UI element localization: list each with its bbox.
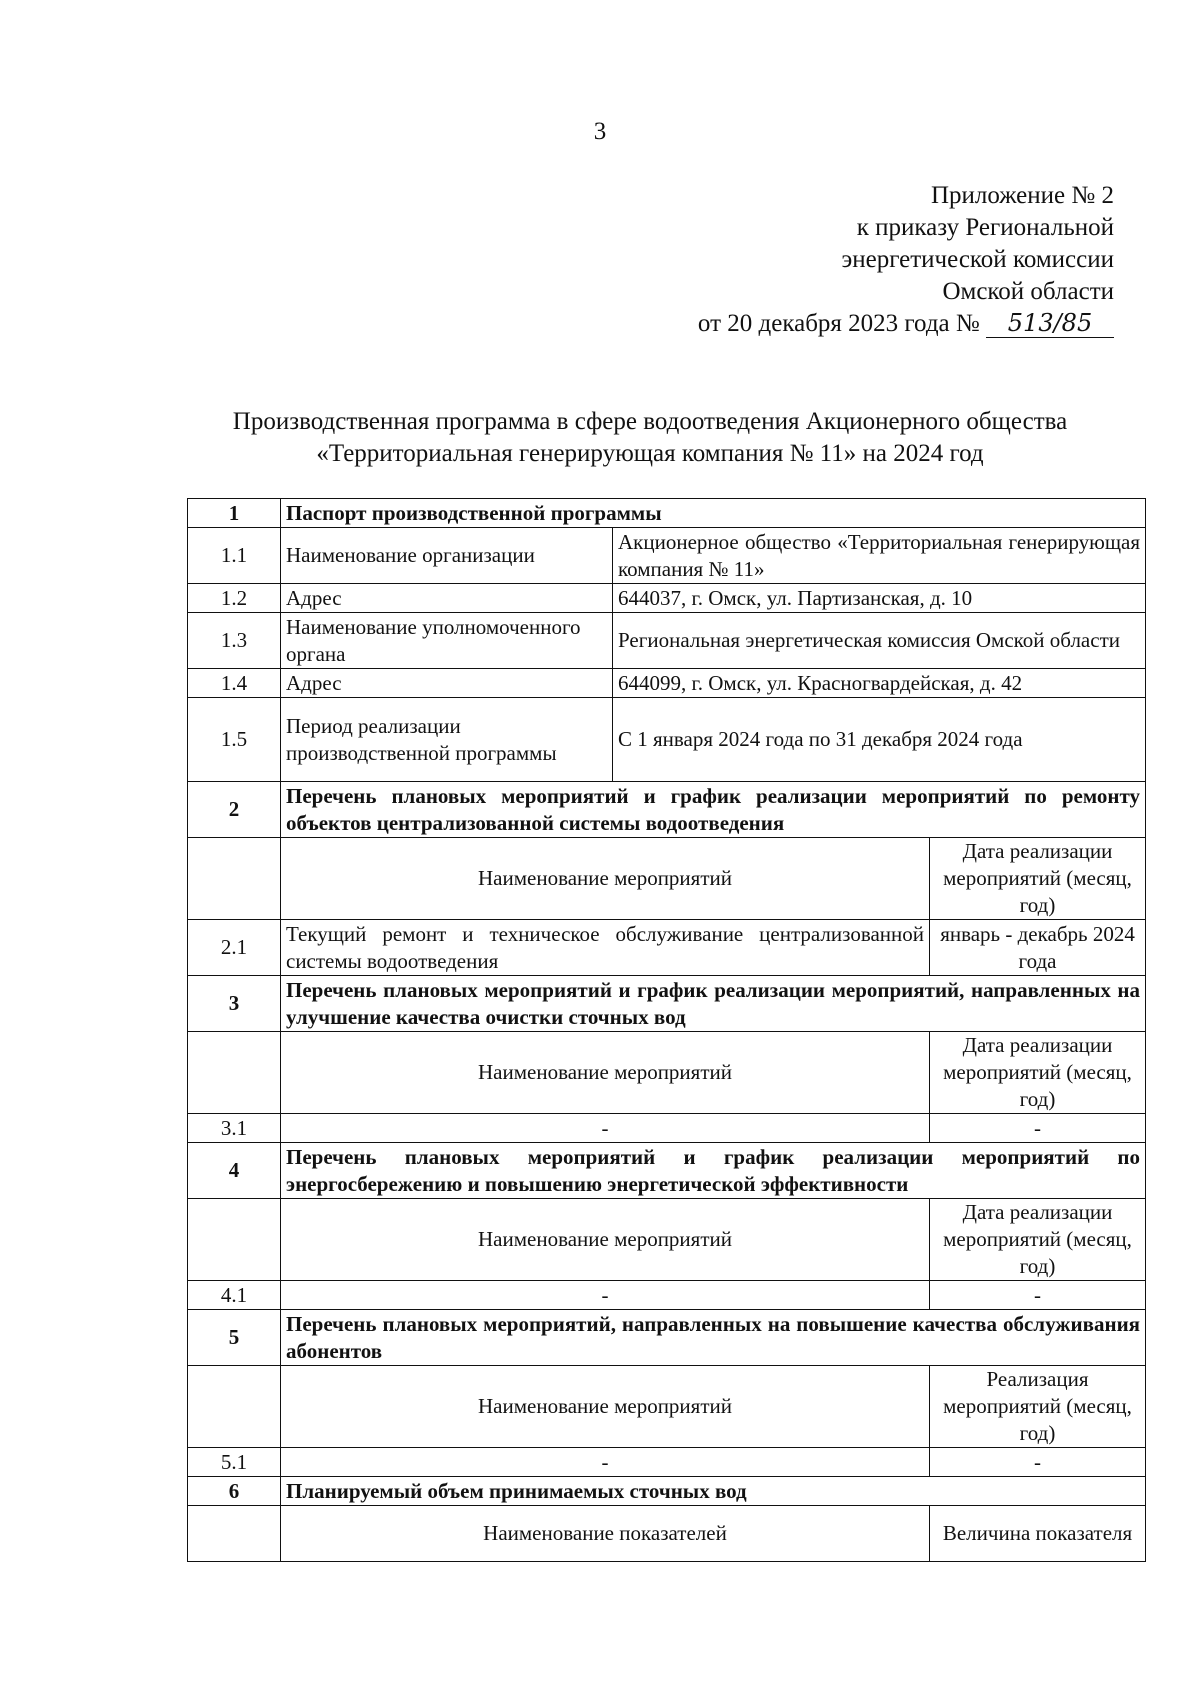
- section-title: Перечень плановых мероприятий и график реализации мероприятий по ремонту объектов централизованной системы водоотведения: [281, 782, 1146, 838]
- row-date: -: [930, 1448, 1146, 1477]
- row-number: 1.1: [188, 528, 281, 584]
- section-number: 2: [188, 782, 281, 838]
- section-title: Перечень плановых мероприятий и график реализации мероприятий, направленных на улучшение качества очистки сточных вод: [281, 976, 1146, 1032]
- column-header-value: Величина показателя: [930, 1506, 1146, 1562]
- section-number: 1: [188, 499, 281, 528]
- column-header-row: [188, 1199, 1146, 1281]
- table-row: [188, 1114, 1146, 1143]
- section-title: Перечень плановых мероприятий, направленных на повышение качества обслуживания абонентов: [281, 1310, 1146, 1366]
- row-date: январь - декабрь 2024 года: [930, 920, 1146, 976]
- appendix-header: [698, 180, 1114, 340]
- appendix-line-2: к приказу Региональной: [856, 214, 1114, 241]
- document-title-line-2: «Территориальная генерирующая компания № 11» на 2024 год: [316, 440, 984, 467]
- table-row: [188, 584, 1146, 613]
- section-number: 4: [188, 1143, 281, 1199]
- row-number: 3.1: [188, 1114, 281, 1143]
- table-row: [188, 1281, 1146, 1310]
- table-row: [188, 1448, 1146, 1477]
- row-number: 1.3: [188, 613, 281, 669]
- section-1-header: [188, 499, 1146, 528]
- table-row: [188, 920, 1146, 976]
- column-header-row: [188, 1366, 1146, 1448]
- section-title: Перечень плановых мероприятий и график реализации мероприятий по энергосбережению и повышению энергетической эффективности: [281, 1143, 1146, 1199]
- section-6-header: [188, 1477, 1146, 1506]
- row-value: 644037, г. Омск, ул. Партизанская, д. 10: [613, 584, 1146, 613]
- row-value: Региональная энергетическая комиссия Омской области: [613, 613, 1146, 669]
- row-date: -: [930, 1281, 1146, 1310]
- table-row: [188, 528, 1146, 584]
- row-label: Адрес: [281, 584, 613, 613]
- empty-cell: [188, 1032, 281, 1114]
- appendix-line-1: Приложение № 2: [930, 182, 1114, 209]
- row-name: -: [281, 1114, 930, 1143]
- column-header-date: Дата реализации мероприятий (месяц, год): [930, 838, 1146, 920]
- column-header-name: Наименование мероприятий: [281, 1032, 930, 1114]
- section-number: 5: [188, 1310, 281, 1366]
- section-2-header: [188, 782, 1146, 838]
- empty-cell: [188, 838, 281, 920]
- column-header-date: Дата реализации мероприятий (месяц, год): [930, 1199, 1146, 1281]
- row-label: Адрес: [281, 669, 613, 698]
- column-header-indicator: Наименование показателей: [281, 1506, 930, 1562]
- row-name: Текущий ремонт и техническое обслуживание централизованной системы водоотведения: [281, 920, 930, 976]
- row-value: Акционерное общество «Территориальная генерирующая компания № 11»: [613, 528, 1146, 584]
- row-number: 5.1: [188, 1448, 281, 1477]
- column-header-name: Наименование мероприятий: [281, 838, 930, 920]
- empty-cell: [188, 1199, 281, 1281]
- appendix-line-4: Омской области: [942, 278, 1114, 305]
- row-name: -: [281, 1448, 930, 1477]
- row-name: -: [281, 1281, 930, 1310]
- section-title: Планируемый объем принимаемых сточных вод: [281, 1477, 1146, 1506]
- empty-cell: [188, 1506, 281, 1562]
- column-header-name: Наименование мероприятий: [281, 1199, 930, 1281]
- column-header-row: [188, 1032, 1146, 1114]
- row-label: Период реализации производственной программы: [281, 698, 613, 782]
- section-3-header: [188, 976, 1146, 1032]
- column-header-date: Дата реализации мероприятий (месяц, год): [930, 1032, 1146, 1114]
- empty-cell: [188, 1366, 281, 1448]
- row-label: Наименование организации: [281, 528, 613, 584]
- row-label: Наименование уполномоченного органа: [281, 613, 613, 669]
- row-number: 1.5: [188, 698, 281, 782]
- column-header-row: [188, 1506, 1146, 1562]
- row-number: 2.1: [188, 920, 281, 976]
- page-number: 3: [593, 118, 607, 145]
- program-table: [187, 498, 1146, 1562]
- row-number: 1.4: [188, 669, 281, 698]
- appendix-date-line: [698, 308, 1114, 340]
- table-row: [188, 698, 1146, 782]
- table-row: [188, 669, 1146, 698]
- row-date: -: [930, 1114, 1146, 1143]
- row-number: 1.2: [188, 584, 281, 613]
- column-header-name: Наименование мероприятий: [281, 1366, 930, 1448]
- document-title-line-1: Производственная программа в сфере водоотведения Акционерного общества: [232, 408, 1068, 435]
- section-number: 6: [188, 1477, 281, 1506]
- section-title: Паспорт производственной программы: [281, 499, 1146, 528]
- section-4-header: [188, 1143, 1146, 1199]
- appendix-line-3: энергетической комиссии: [841, 246, 1114, 273]
- row-value: С 1 января 2024 года по 31 декабря 2024 года: [613, 698, 1146, 782]
- column-header-date: Реализация мероприятий (месяц, год): [930, 1366, 1146, 1448]
- row-number: 4.1: [188, 1281, 281, 1310]
- table-row: [188, 613, 1146, 669]
- appendix-date-prefix: от 20 декабря 2023 года №: [697, 310, 980, 337]
- row-value: 644099, г. Омск, ул. Красногвардейская, д. 42: [613, 669, 1146, 698]
- column-header-row: [188, 838, 1146, 920]
- section-5-header: [188, 1310, 1146, 1366]
- order-number-handwritten: 513/85: [986, 309, 1114, 338]
- section-number: 3: [188, 976, 281, 1032]
- document-title: [150, 406, 1150, 470]
